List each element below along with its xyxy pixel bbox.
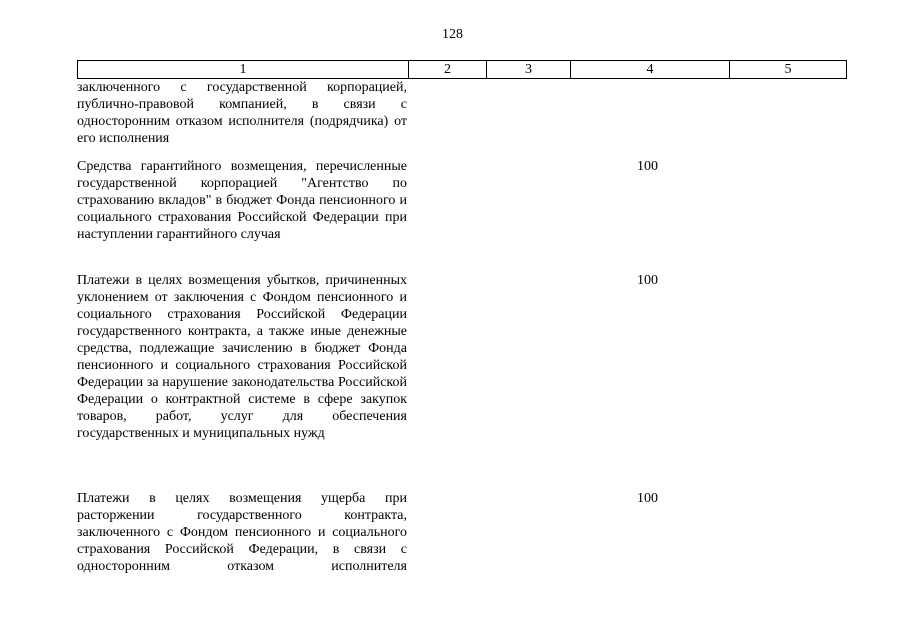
- column-header-4: 4: [571, 61, 730, 79]
- row-value: 100: [637, 273, 658, 288]
- column-header-table: [77, 60, 847, 79]
- table-row: [77, 158, 857, 243]
- column-header-2: 2: [409, 61, 487, 79]
- column-header-1: 1: [78, 61, 409, 79]
- row-description: Средства гарантийного возмещения, перечисленные государственной корпорацией "Агентство по страхованию вкладов" в бюджет Фонда пенсионного и социального страхования Российской Федерации при наступлении гарантийного случая: [77, 159, 407, 242]
- column-header-3: 3: [487, 61, 571, 79]
- row-description: заключенного с государственной корпорацией, публично-правовой компанией, в связи с односторонним отказом исполнителя (подрядчика) от его исполнения: [77, 80, 407, 146]
- table-row: [77, 272, 857, 442]
- column-header-row: [78, 61, 847, 79]
- table-row: [77, 490, 857, 575]
- column-header-5: 5: [730, 61, 847, 79]
- row-value: 100: [637, 159, 658, 174]
- row-value: 100: [637, 491, 658, 506]
- row-description: Платежи в целях возмещения убытков, причиненных уклонением от заключения с Фондом пенсионного и социального страхования Российской Федерации государственного контракта, а также иные денежные средства, подлежащие зачислению в бюджет Фонда пенсионного и социального страхования Российской Федерации за нарушение законодательства Российской Федерации о контрактной системе в сфере закупок товаров, работ, услуг для обеспечения государственных и муниципальных нужд: [77, 273, 407, 441]
- page-number: 128: [442, 27, 463, 42]
- row-description: Платежи в целях возмещения ущерба при расторжении государственного контракта, заключенного с Фондом пенсионного и социального страхования Российской Федерации, в связи с односторонним отказом исполнителя: [77, 491, 407, 574]
- table-row: [77, 79, 857, 147]
